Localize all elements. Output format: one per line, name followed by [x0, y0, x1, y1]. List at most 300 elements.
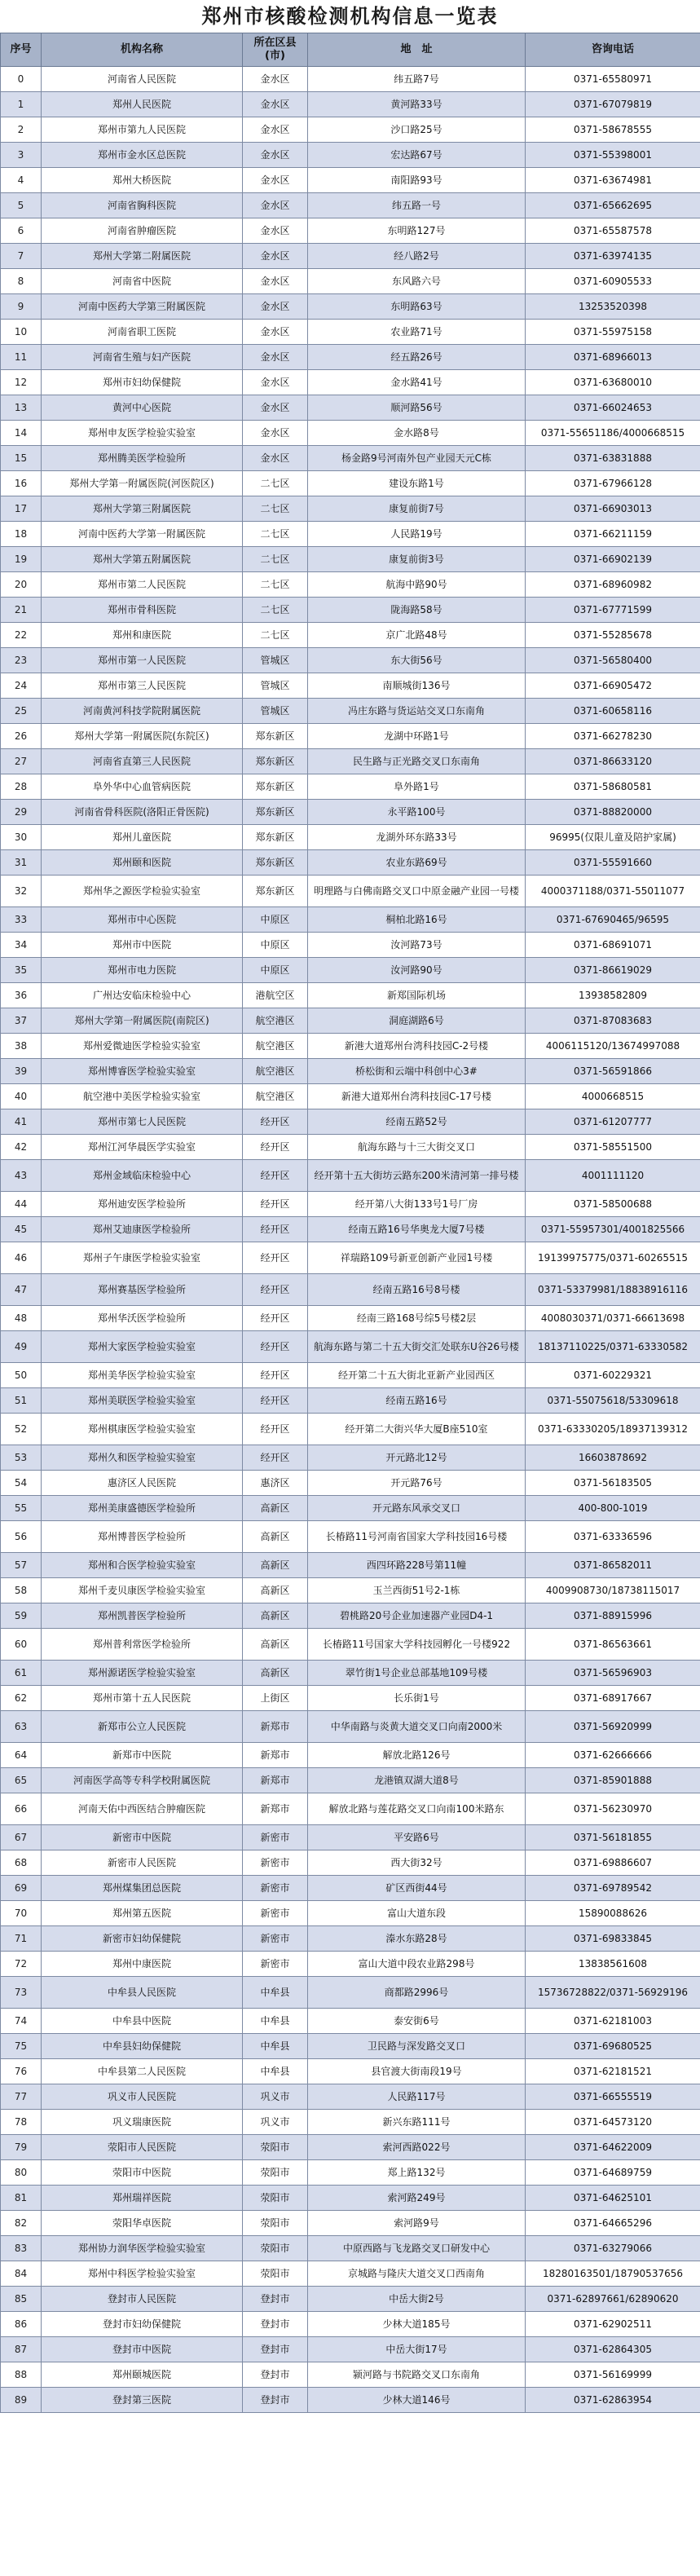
cell-phone: 0371-56591866 [526, 1059, 700, 1084]
table-row [1, 958, 700, 983]
cell-name: 郑州大学第五附属医院 [42, 547, 243, 572]
cell-no: 75 [1, 2034, 42, 2059]
cell-name: 郑州市骨科医院 [42, 598, 243, 623]
cell-no: 19 [1, 547, 42, 572]
cell-address: 汝河路73号 [308, 933, 526, 958]
cell-address: 航海东路与第二十五大街交汇处联东U谷26号楼 [308, 1331, 526, 1363]
cell-no: 68 [1, 1850, 42, 1876]
cell-name: 郑州市中医院 [42, 933, 243, 958]
table-row [1, 1388, 700, 1414]
cell-address: 经五路26号 [308, 345, 526, 370]
cell-phone: 0371-55398001 [526, 143, 700, 168]
cell-district: 航空港区 [243, 1084, 308, 1109]
table-row [1, 1711, 700, 1743]
institution-table [0, 33, 700, 2413]
table-row [1, 876, 700, 907]
cell-phone: 0371-65587578 [526, 218, 700, 244]
cell-name: 阜外华中心血管病医院 [42, 774, 243, 800]
cell-no: 37 [1, 1008, 42, 1034]
cell-district: 荥阳市 [243, 2186, 308, 2211]
cell-name: 登封市妇幼保健院 [42, 2312, 243, 2337]
cell-name: 新郑市公立人民医院 [42, 1711, 243, 1743]
cell-name: 郑州江河华晨医学实验室 [42, 1135, 243, 1160]
cell-no: 88 [1, 2362, 42, 2388]
cell-name: 河南医学高等专科学校附属医院 [42, 1768, 243, 1793]
cell-phone: 0371-56230970 [526, 1793, 700, 1825]
cell-district: 金水区 [243, 395, 308, 421]
cell-no: 26 [1, 724, 42, 749]
col-header-address: 地 址 [308, 33, 526, 67]
cell-address: 开元路76号 [308, 1471, 526, 1496]
table-row [1, 598, 700, 623]
cell-address: 新兴东路111号 [308, 2110, 526, 2135]
cell-district: 经开区 [243, 1388, 308, 1414]
cell-phone: 4001111120 [526, 1160, 700, 1192]
cell-no: 51 [1, 1388, 42, 1414]
cell-name: 郑州久和医学检验实验室 [42, 1445, 243, 1471]
table-row [1, 800, 700, 825]
cell-phone: 0371-56181855 [526, 1825, 700, 1850]
table-row [1, 825, 700, 850]
cell-district: 金水区 [243, 294, 308, 320]
cell-address: 顺河路56号 [308, 395, 526, 421]
table-row [1, 850, 700, 876]
cell-phone: 0371-63336596 [526, 1521, 700, 1553]
cell-district: 管城区 [243, 673, 308, 699]
cell-no: 7 [1, 244, 42, 269]
cell-no: 47 [1, 1274, 42, 1306]
cell-address: 南阳路93号 [308, 168, 526, 193]
cell-phone: 4000371188/0371-55011077 [526, 876, 700, 907]
cell-no: 4 [1, 168, 42, 193]
cell-phone: 0371-55651186/4000668515 [526, 421, 700, 446]
cell-phone: 15736728822/0371-56929196 [526, 1977, 700, 2009]
cell-district: 巩义市 [243, 2110, 308, 2135]
cell-address: 经南三路168号综5号楼2层 [308, 1306, 526, 1331]
cell-phone: 0371-62181521 [526, 2059, 700, 2084]
cell-phone: 0371-63974135 [526, 244, 700, 269]
cell-name: 郑州中科医学检验实验室 [42, 2261, 243, 2287]
cell-district: 经开区 [243, 1242, 308, 1274]
cell-district: 登封市 [243, 2287, 308, 2312]
cell-district: 郑东新区 [243, 825, 308, 850]
cell-address: 开元路东风承交叉口 [308, 1496, 526, 1521]
cell-name: 郑州源诺医学检验实验室 [42, 1661, 243, 1686]
cell-no: 84 [1, 2261, 42, 2287]
cell-address: 经八路2号 [308, 244, 526, 269]
cell-address: 郑上路132号 [308, 2160, 526, 2186]
table-row [1, 2009, 700, 2034]
cell-name: 巩义市人民医院 [42, 2084, 243, 2110]
cell-district: 郑东新区 [243, 850, 308, 876]
cell-district: 新郑市 [243, 1743, 308, 1768]
cell-address: 少林大道146号 [308, 2388, 526, 2413]
cell-address: 解放北路126号 [308, 1743, 526, 1768]
cell-name: 郑州棋康医学检验实验室 [42, 1414, 243, 1445]
cell-name: 郑州大家医学检验实验室 [42, 1331, 243, 1363]
cell-name: 郑州市金水区总医院 [42, 143, 243, 168]
cell-name: 郑州市第九人民医院 [42, 117, 243, 143]
cell-address: 商都路2996号 [308, 1977, 526, 2009]
cell-no: 5 [1, 193, 42, 218]
cell-phone: 0371-58680581 [526, 774, 700, 800]
table-row [1, 345, 700, 370]
cell-address: 康复前街7号 [308, 496, 526, 522]
col-header-district: 所在区县(市) [243, 33, 308, 67]
table-row [1, 724, 700, 749]
table-row [1, 496, 700, 522]
cell-phone: 0371-66211159 [526, 522, 700, 547]
table-row [1, 421, 700, 446]
cell-address: 西大街32号 [308, 1850, 526, 1876]
table-row [1, 1768, 700, 1793]
cell-name: 荥阳市人民医院 [42, 2135, 243, 2160]
cell-no: 63 [1, 1711, 42, 1743]
cell-no: 14 [1, 421, 42, 446]
cell-address: 中岳大街2号 [308, 2287, 526, 2312]
cell-name: 郑州凯普医学检验所 [42, 1603, 243, 1629]
cell-no: 53 [1, 1445, 42, 1471]
cell-no: 66 [1, 1793, 42, 1825]
cell-district: 中牟县 [243, 2059, 308, 2084]
cell-phone: 0371-56169999 [526, 2362, 700, 2388]
cell-name: 郑州博睿医学检验实验室 [42, 1059, 243, 1084]
cell-name: 黄河中心医院 [42, 395, 243, 421]
cell-no: 89 [1, 2388, 42, 2413]
cell-name: 郑州大学第一附属医院(东院区) [42, 724, 243, 749]
cell-phone: 0371-69680525 [526, 2034, 700, 2059]
table-row [1, 648, 700, 673]
col-header-phone: 咨询电话 [526, 33, 700, 67]
cell-name: 河南省中医院 [42, 269, 243, 294]
cell-name: 郑州迪安医学检验所 [42, 1192, 243, 1217]
cell-name: 中牟县中医院 [42, 2009, 243, 2034]
cell-district: 高新区 [243, 1629, 308, 1661]
cell-district: 二七区 [243, 496, 308, 522]
cell-district: 经开区 [243, 1363, 308, 1388]
cell-name: 郑州市第七人民医院 [42, 1109, 243, 1135]
cell-no: 32 [1, 876, 42, 907]
cell-district: 新密市 [243, 1850, 308, 1876]
cell-district: 高新区 [243, 1496, 308, 1521]
table-row [1, 2388, 700, 2413]
cell-address: 经南五路16号 [308, 1388, 526, 1414]
cell-district: 港航空区 [243, 983, 308, 1008]
cell-address: 金水路41号 [308, 370, 526, 395]
table-row [1, 168, 700, 193]
cell-phone: 0371-56920999 [526, 1711, 700, 1743]
cell-district: 管城区 [243, 648, 308, 673]
table-row [1, 2186, 700, 2211]
cell-district: 登封市 [243, 2388, 308, 2413]
cell-district: 经开区 [243, 1192, 308, 1217]
cell-no: 6 [1, 218, 42, 244]
cell-district: 经开区 [243, 1306, 308, 1331]
table-row [1, 2110, 700, 2135]
cell-name: 中牟县第二人民医院 [42, 2059, 243, 2084]
cell-no: 77 [1, 2084, 42, 2110]
cell-phone: 18280163501/18790537656 [526, 2261, 700, 2287]
cell-address: 桥松街和云端中科创中心3# [308, 1059, 526, 1084]
table-row [1, 2135, 700, 2160]
cell-name: 河南天佑中西医结合肿瘤医院 [42, 1793, 243, 1825]
cell-name: 郑州市电力医院 [42, 958, 243, 983]
cell-address: 颍河路与书院路交叉口东南角 [308, 2362, 526, 2388]
cell-no: 36 [1, 983, 42, 1008]
cell-no: 64 [1, 1743, 42, 1768]
cell-district: 高新区 [243, 1661, 308, 1686]
cell-address: 东大街56号 [308, 648, 526, 673]
cell-district: 中原区 [243, 933, 308, 958]
cell-district: 荥阳市 [243, 2211, 308, 2236]
cell-district: 上街区 [243, 1686, 308, 1711]
cell-address: 少林大道185号 [308, 2312, 526, 2337]
cell-no: 57 [1, 1553, 42, 1578]
cell-name: 郑州腾美医学检验所 [42, 446, 243, 471]
cell-phone: 13938582809 [526, 983, 700, 1008]
table-row [1, 907, 700, 933]
table-row [1, 2059, 700, 2084]
table-row [1, 1901, 700, 1926]
cell-address: 经开第十五大街坊云路东200米清河第一排号楼 [308, 1160, 526, 1192]
cell-name: 郑州市第三人民医院 [42, 673, 243, 699]
cell-name: 河南省职工医院 [42, 320, 243, 345]
cell-no: 74 [1, 2009, 42, 2034]
cell-address: 中岳大街17号 [308, 2337, 526, 2362]
cell-name: 郑州千麦贝康医学检验实验室 [42, 1578, 243, 1603]
cell-phone: 16603878692 [526, 1445, 700, 1471]
cell-no: 33 [1, 907, 42, 933]
page-title: 郑州市核酸检测机构信息一览表 [201, 4, 499, 28]
cell-district: 经开区 [243, 1109, 308, 1135]
cell-district: 二七区 [243, 598, 308, 623]
cell-address: 解放北路与莲花路交叉口向南100米路东 [308, 1793, 526, 1825]
cell-phone: 0371-66905472 [526, 673, 700, 699]
cell-no: 52 [1, 1414, 42, 1445]
cell-address: 新港大道郑州台湾科技园C-17号楼 [308, 1084, 526, 1109]
table-row [1, 1926, 700, 1952]
table-row [1, 572, 700, 598]
cell-no: 73 [1, 1977, 42, 2009]
cell-address: 建设东路1号 [308, 471, 526, 496]
cell-phone: 0371-63680010 [526, 370, 700, 395]
cell-address: 龙湖外环东路33号 [308, 825, 526, 850]
table-row [1, 1217, 700, 1242]
cell-no: 45 [1, 1217, 42, 1242]
cell-phone: 0371-86619029 [526, 958, 700, 983]
cell-phone: 0371-85901888 [526, 1768, 700, 1793]
cell-phone: 0371-62902511 [526, 2312, 700, 2337]
cell-phone: 4008030371/0371-66613698 [526, 1306, 700, 1331]
cell-name: 郑州普利常医学检验所 [42, 1629, 243, 1661]
cell-phone: 0371-55975158 [526, 320, 700, 345]
cell-no: 28 [1, 774, 42, 800]
cell-district: 金水区 [243, 370, 308, 395]
cell-name: 荥阳市中医院 [42, 2160, 243, 2186]
cell-no: 60 [1, 1629, 42, 1661]
cell-phone: 0371-64689759 [526, 2160, 700, 2186]
cell-name: 郑州市第二人民医院 [42, 572, 243, 598]
cell-phone: 18137110225/0371-63330582 [526, 1331, 700, 1363]
cell-district: 金水区 [243, 421, 308, 446]
cell-address: 经南五路16号华奥龙大厦7号楼 [308, 1217, 526, 1242]
cell-no: 1 [1, 92, 42, 117]
cell-phone: 0371-65662695 [526, 193, 700, 218]
cell-name: 河南省人民医院 [42, 67, 243, 92]
cell-address: 经开第二大街兴华大厦B座510室 [308, 1414, 526, 1445]
col-header-name: 机构名称 [42, 33, 243, 67]
cell-no: 23 [1, 648, 42, 673]
cell-district: 二七区 [243, 547, 308, 572]
cell-name: 郑州赛基医学检验所 [42, 1274, 243, 1306]
table-row [1, 244, 700, 269]
cell-no: 20 [1, 572, 42, 598]
cell-district: 中牟县 [243, 2009, 308, 2034]
cell-phone: 0371-65580971 [526, 67, 700, 92]
cell-district: 郑东新区 [243, 724, 308, 749]
cell-address: 西四环路228号第11幢 [308, 1553, 526, 1578]
cell-address: 富山大道中段农业路298号 [308, 1952, 526, 1977]
cell-district: 巩义市 [243, 2084, 308, 2110]
cell-no: 0 [1, 67, 42, 92]
cell-no: 29 [1, 800, 42, 825]
cell-district: 经开区 [243, 1160, 308, 1192]
cell-district: 二七区 [243, 522, 308, 547]
cell-no: 44 [1, 1192, 42, 1217]
cell-district: 惠济区 [243, 1471, 308, 1496]
cell-no: 56 [1, 1521, 42, 1553]
cell-address: 经南五路16号8号楼 [308, 1274, 526, 1306]
table-row [1, 522, 700, 547]
cell-no: 82 [1, 2211, 42, 2236]
cell-no: 86 [1, 2312, 42, 2337]
cell-phone: 0371-55075618/53309618 [526, 1388, 700, 1414]
table-body [1, 67, 700, 2413]
cell-no: 39 [1, 1059, 42, 1084]
cell-district: 二七区 [243, 623, 308, 648]
cell-no: 31 [1, 850, 42, 876]
cell-no: 16 [1, 471, 42, 496]
cell-name: 河南省骨科医院(洛阳正骨医院) [42, 800, 243, 825]
table-row [1, 1977, 700, 2009]
cell-address: 桐柏北路16号 [308, 907, 526, 933]
cell-no: 83 [1, 2236, 42, 2261]
cell-phone: 13838561608 [526, 1952, 700, 1977]
cell-no: 21 [1, 598, 42, 623]
cell-no: 22 [1, 623, 42, 648]
table-row [1, 1034, 700, 1059]
table-row [1, 395, 700, 421]
cell-name: 惠济区人民医院 [42, 1471, 243, 1496]
cell-address: 索河西路022号 [308, 2135, 526, 2160]
table-row [1, 2034, 700, 2059]
table-row [1, 933, 700, 958]
cell-name: 河南省直第三人民医院 [42, 749, 243, 774]
cell-address: 新郑国际机场 [308, 983, 526, 1008]
cell-phone: 0371-62897661/62890620 [526, 2287, 700, 2312]
cell-phone: 0371-87083683 [526, 1008, 700, 1034]
table-row [1, 193, 700, 218]
cell-name: 河南中医药大学第三附属医院 [42, 294, 243, 320]
cell-no: 3 [1, 143, 42, 168]
cell-name: 郑州儿童医院 [42, 825, 243, 850]
cell-no: 70 [1, 1901, 42, 1926]
cell-phone: 0371-62863954 [526, 2388, 700, 2413]
cell-no: 40 [1, 1084, 42, 1109]
table-row [1, 1578, 700, 1603]
table-row [1, 1331, 700, 1363]
cell-no: 43 [1, 1160, 42, 1192]
cell-no: 67 [1, 1825, 42, 1850]
cell-no: 11 [1, 345, 42, 370]
cell-address: 阜外路1号 [308, 774, 526, 800]
cell-phone: 0371-62181003 [526, 2009, 700, 2034]
cell-name: 巩义瑞康医院 [42, 2110, 243, 2135]
table-row [1, 1521, 700, 1553]
cell-phone: 0371-60229321 [526, 1363, 700, 1388]
cell-no: 80 [1, 2160, 42, 2186]
cell-name: 新密市妇幼保健院 [42, 1926, 243, 1952]
cell-district: 登封市 [243, 2337, 308, 2362]
table-row [1, 1135, 700, 1160]
table-row [1, 1686, 700, 1711]
cell-name: 郑州大学第一附属医院(河医院区) [42, 471, 243, 496]
cell-phone: 15890088626 [526, 1901, 700, 1926]
cell-phone: 4006115120/13674997088 [526, 1034, 700, 1059]
cell-district: 中原区 [243, 907, 308, 933]
cell-district: 金水区 [243, 320, 308, 345]
cell-phone: 4000668515 [526, 1084, 700, 1109]
cell-address: 康复前街3号 [308, 547, 526, 572]
cell-district: 经开区 [243, 1274, 308, 1306]
cell-district: 新密市 [243, 1926, 308, 1952]
cell-phone: 0371-62666666 [526, 1743, 700, 1768]
cell-address: 经开第二十五大街北亚新产业园西区 [308, 1363, 526, 1388]
table-row [1, 1793, 700, 1825]
cell-no: 59 [1, 1603, 42, 1629]
cell-address: 民生路与正光路交叉口东南角 [308, 749, 526, 774]
cell-name: 郑州第五医院 [42, 1901, 243, 1926]
table-row [1, 1471, 700, 1496]
cell-no: 79 [1, 2135, 42, 2160]
cell-address: 中原西路与飞龙路交叉口研发中心 [308, 2236, 526, 2261]
cell-address: 翠竹街1号企业总部基地109号楼 [308, 1661, 526, 1686]
cell-name: 郑州市中心医院 [42, 907, 243, 933]
cell-phone: 0371-86582011 [526, 1553, 700, 1578]
cell-name: 郑州煤集团总医院 [42, 1876, 243, 1901]
cell-no: 10 [1, 320, 42, 345]
cell-name: 新密市人民医院 [42, 1850, 243, 1876]
cell-name: 荥阳华卓医院 [42, 2211, 243, 2236]
cell-name: 郑州美华医学检验实验室 [42, 1363, 243, 1388]
cell-name: 郑州瑞祥医院 [42, 2186, 243, 2211]
cell-district: 荥阳市 [243, 2135, 308, 2160]
table-row [1, 749, 700, 774]
cell-address: 宏达路67号 [308, 143, 526, 168]
cell-district: 荥阳市 [243, 2160, 308, 2186]
cell-district: 荥阳市 [243, 2236, 308, 2261]
cell-phone: 0371-66278230 [526, 724, 700, 749]
cell-no: 38 [1, 1034, 42, 1059]
cell-phone: 4009908730/18738115017 [526, 1578, 700, 1603]
cell-district: 经开区 [243, 1445, 308, 1471]
cell-district: 新郑市 [243, 1768, 308, 1793]
cell-district: 中牟县 [243, 1977, 308, 2009]
table-row [1, 1274, 700, 1306]
table-row [1, 2084, 700, 2110]
cell-address: 航海中路90号 [308, 572, 526, 598]
cell-phone: 0371-56183505 [526, 1471, 700, 1496]
